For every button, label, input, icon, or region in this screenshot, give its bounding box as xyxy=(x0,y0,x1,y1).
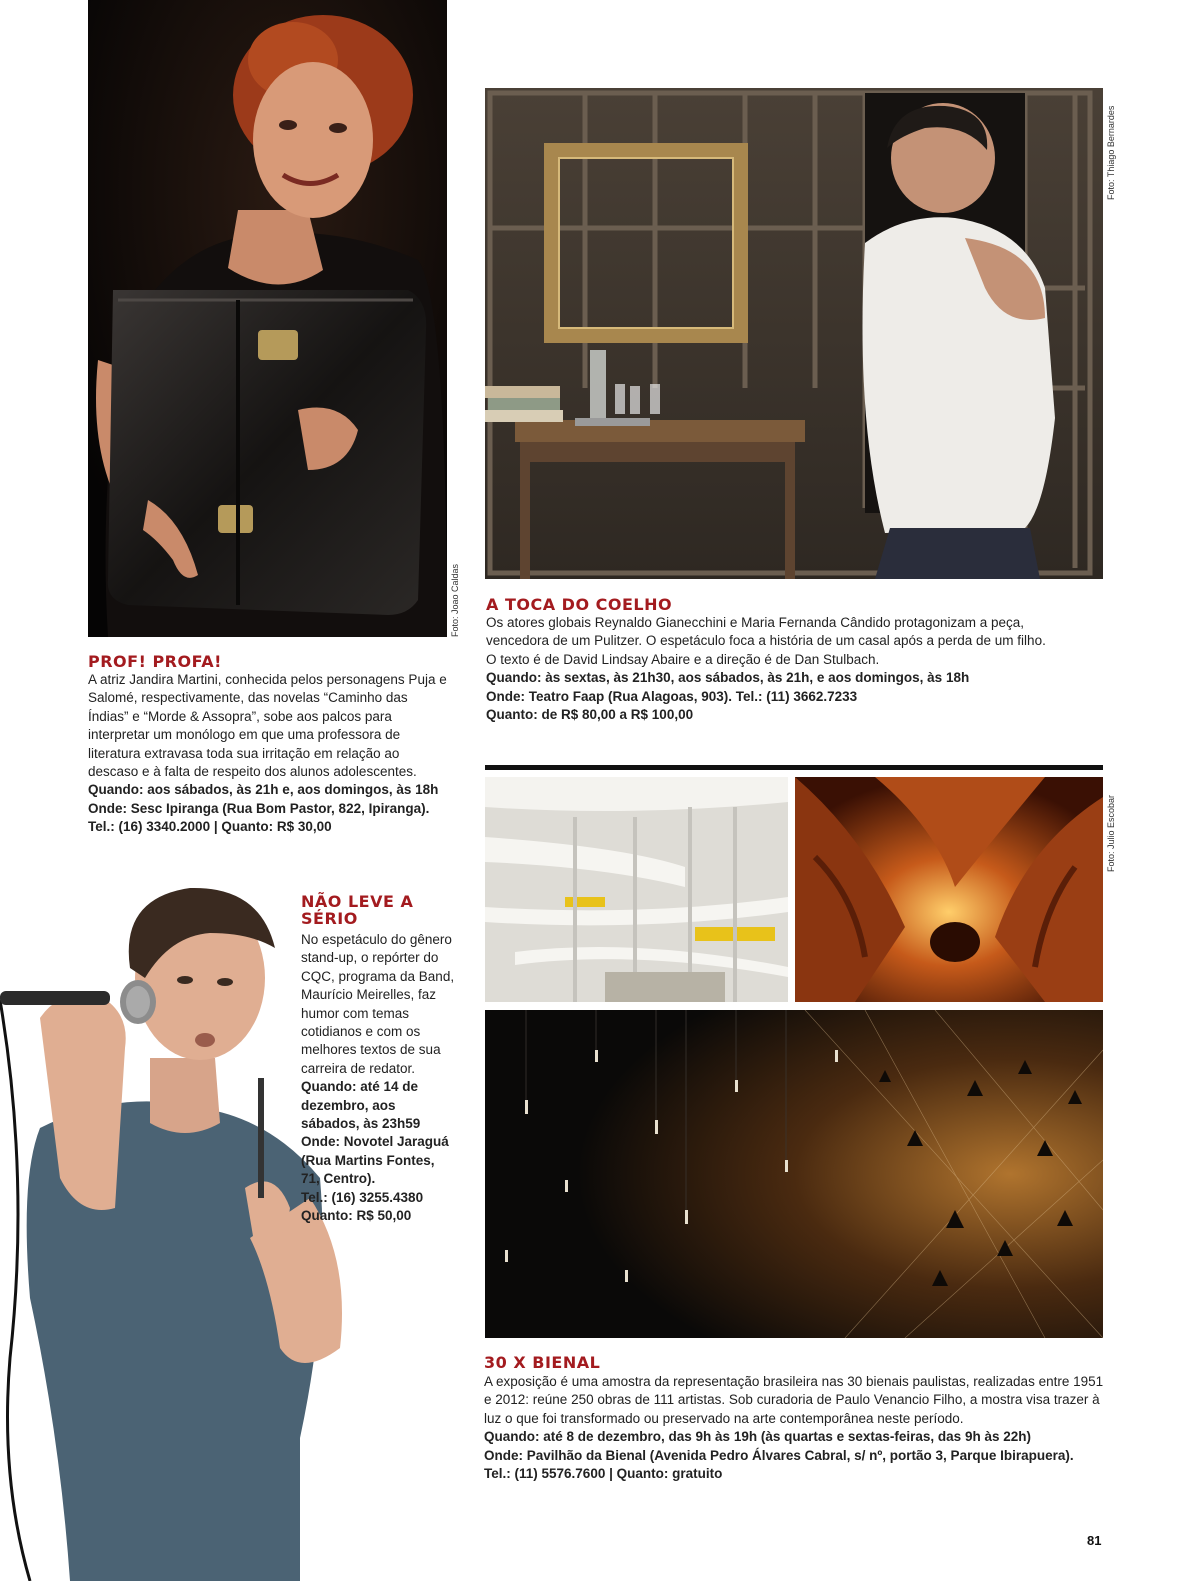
bienal-divider xyxy=(485,765,1103,770)
photo-bienal-pavilion xyxy=(485,777,788,1002)
article-body-bienal xyxy=(484,1373,1114,1483)
article-phone-price-prof: Tel.: (16) 3340.2000 | Quanto: R$ 30,00 xyxy=(88,819,332,835)
article-title-bienal: 30 X BIENAL xyxy=(484,1353,601,1372)
article-where-phone-toca: Onde: Teatro Faap (Rua Alagoas, 903). Tel.: (11) 3662.7233 xyxy=(486,688,858,704)
page-number: 81 xyxy=(1087,1533,1102,1548)
article-phone-price-bienal: Tel.: (11) 5576.7600 | Quanto: gratuito xyxy=(484,1466,723,1482)
article-title-serio: NÃO LEVE A SÉRIO xyxy=(301,892,414,928)
article-price-serio: Quanto: R$ 50,00 xyxy=(301,1208,412,1224)
article-when-serio: Quando: até 14 de dezembro, aos sábados, às 23h59 xyxy=(301,1079,421,1132)
article-description-serio: No espetáculo do gênero stand-up, o repórter do CQC, programa da Band, Maurício Meirelles, faz humor com temas cotidianos e com os melhores textos de sua carreira de redator. xyxy=(301,932,455,1076)
article-when-toca: Quando: às sextas, às 21h30, aos sábados, às 21h, e aos domingos, às 18h xyxy=(486,670,970,686)
article-where-serio: Onde: Novotel Jaraguá (Rua Martins Fontes, 71, Centro). xyxy=(301,1134,449,1187)
photo-actress-briefcase xyxy=(88,0,447,637)
article-price-toca: Quanto: de R$ 80,00 a R$ 100,00 xyxy=(486,707,694,723)
article-description-prof: A atriz Jandira Martini, conhecida pelos personagens Puja e Salomé, respectivamente, das novelas “Caminho das Índias” e “Morde & Assopra”, sobe aos palcos para interpretar um monólogo em que uma professora de literatura extravasa toda sua irritação em relação ao descaso e à falta de respeito dos alunos adolescentes. xyxy=(88,672,447,780)
photo-bienal-suspended-objects xyxy=(485,1010,1103,1338)
article-where-bienal: Onde: Pavilhão da Bienal (Avenida Pedro Álvares Cabral, s/ nº, portão 3, Parque Ibirapuera). xyxy=(484,1447,1074,1463)
article-body-serio xyxy=(301,931,456,1226)
article-description-bienal: A exposição é uma amostra da representação brasileira nas 30 bienais paulistas, realizadas entre 1951 e 2012: reúne 250 obras de 111 artistas. Sob curadoria de Paulo Venancio Filho, a mostra visa trazer à luz o que foi transformado ou preservado na arte contemporânea neste período. xyxy=(484,1374,1104,1426)
article-title-prof: PROF! PROFA! xyxy=(88,652,222,671)
article-body-prof xyxy=(88,671,448,837)
article-where-prof: Onde: Sesc Ipiranga (Rua Bom Pastor, 822, Ipiranga). xyxy=(88,800,430,816)
article-phone-serio: Tel.: (16) 3255.4380 xyxy=(301,1189,424,1205)
article-when-prof: Quando: aos sábados, às 21h e, aos domingos, às 18h xyxy=(88,782,439,798)
article-title-toca: A TOCA DO COELHO xyxy=(486,595,673,614)
photo-bienal-wood-sculpture xyxy=(795,777,1103,1002)
photo-credit-toca: Foto: Thiago Bernardes xyxy=(1106,105,1116,200)
photo-credit-prof: Foto: Joao Caldas xyxy=(450,563,460,637)
article-description-toca: Os atores globais Reynaldo Gianecchini e Maria Fernanda Cândido protagonizam a peça, vencedora de um Pulitzer. O espetáculo foca a história de um casal após a perda de um filho. O texto é de David Lindsay Abaire e a direção é de Dan Stulbach. xyxy=(486,615,1046,667)
photo-stage-scene xyxy=(485,88,1103,579)
article-when-bienal: Quando: até 8 de dezembro, das 9h às 19h (às quartas e sextas-feiras, das 9h às 22h) xyxy=(484,1429,1031,1445)
article-body-toca xyxy=(486,614,1046,724)
photo-credit-bienal: Foto: Julio Escobar xyxy=(1106,794,1116,872)
